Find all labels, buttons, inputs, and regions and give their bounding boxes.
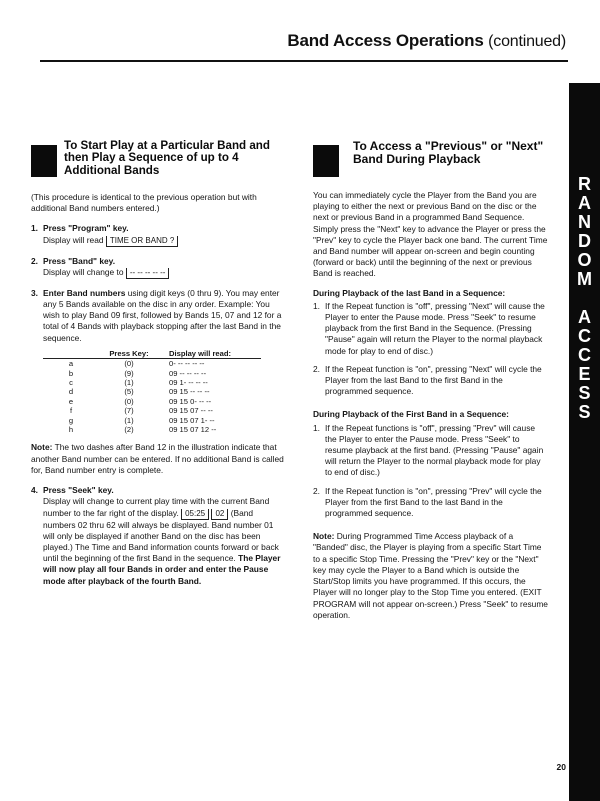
table-cell: 09 15 07 -- -- [169, 406, 213, 416]
table-cell: a [68, 359, 74, 369]
title-rule [40, 60, 568, 62]
list-item [313, 364, 548, 398]
note-text: During Programmed Time Access playback of a "Banded" disc, the Player is playing from a specific Start Time to a specific Stop Time. Pressing the "Prev" key or the "Next" key may cycle the Player to a Band which is outside the Start/Stop limits you have programmed. If this occurs, the Player will no longer play to the Stop Time you entered. (EXIT PROGRAM will not appear on-screen.) Press "Seek" to resume operation. [313, 531, 548, 620]
section-marker-box [313, 145, 339, 177]
step-body [43, 267, 286, 279]
note-text: The two dashes after Band 12 in the illustration indicate that another Band number can be entered. If no additional Band is called for, Band number entry is complete. [31, 442, 284, 475]
table-cell: 09 -- -- -- -- [169, 368, 207, 378]
table-cell: 09 15 07 12 -- [169, 425, 217, 435]
table-cell: (2) [124, 425, 134, 435]
step-body [43, 288, 286, 344]
list-item [313, 423, 548, 479]
table-row [43, 387, 261, 396]
step-2 [31, 256, 286, 279]
item-text: If the Repeat function is "on", pressing "Next" will cycle the Player from the last Band to the first Band in the programmed sequence. [325, 363, 542, 397]
table-row [43, 416, 261, 425]
side-tab-letter: A [578, 307, 591, 327]
item-number: 1. [313, 300, 320, 311]
side-tab-letter: M [577, 269, 592, 289]
table-header: Display will read: [159, 349, 261, 359]
step-text: Display will change to current play time with the current Band number to the far right of the display. [43, 496, 270, 518]
step-3 [31, 288, 286, 435]
list-item [313, 301, 548, 357]
side-tab-letter: A [578, 193, 591, 213]
page-number: 20 [556, 762, 566, 772]
section-marker-box [31, 145, 57, 177]
display-time-readout: 05:25 [181, 509, 209, 520]
section-header-start-play [31, 140, 286, 188]
page-title-main: Band Access Operations [287, 31, 484, 50]
table-cell: 09 1- -- -- -- [169, 378, 208, 388]
item-number: 2. [313, 485, 320, 496]
table-cell: g [68, 415, 74, 425]
table-row [43, 397, 261, 406]
step-number: 4. [31, 485, 38, 496]
table-cell: (9) [124, 368, 134, 378]
table-cell: (5) [124, 387, 134, 397]
step-text: using digit keys (0 thru 9). You may enter any 5 Bands available on the disc in any order. Example: You wish to play Band 09 first, followed by Bands 15, 07 and 12 for a total of 4 Bands with playback stopping after the last Band in the sequence. [43, 287, 282, 343]
table-cell: 09 15 -- -- -- [169, 387, 210, 397]
table-cell: (1) [124, 415, 134, 425]
item-number: 1. [313, 422, 320, 433]
item-text: If the Repeat functions is "off", pressing "Prev" will cause the Player to enter the Pause mode. Press "Seek" to resume playback at the first band. (Pressing "Pause" again will return the Player to the normal playback mode for play to end of disc.) [325, 422, 544, 478]
right-column [313, 140, 548, 621]
step-title: Enter Band numbers [43, 287, 126, 298]
table-cell: 0- -- -- -- -- [169, 359, 205, 369]
table-header: Press Key: [99, 349, 159, 359]
table-cell: (1) [124, 378, 134, 388]
side-tab [569, 83, 600, 801]
note-programmed-time [313, 531, 548, 621]
side-tab-letter: O [577, 250, 592, 270]
item-text: If the Repeat function is "off", pressing "Next" will cause the Player to enter the Pause mode. Press "Seek" to resume playback from the first Band in the Sequence. (Pressing "Pause" again will return the Player to the normal playback mode for play to end of disc.) [325, 300, 545, 356]
step-number: 2. [31, 255, 38, 266]
side-tab-letter: S [578, 402, 591, 422]
step-number: 1. [31, 223, 38, 234]
key-sequence-table [43, 349, 261, 435]
table-cell: d [68, 387, 74, 397]
item-number: 2. [313, 363, 320, 374]
section-title: To Start Play at a Particular Band and then Play a Sequence of up to 4 Additional Bands [64, 139, 270, 177]
step-4 [31, 485, 286, 587]
table-header-row [43, 349, 261, 359]
subheading-last-band: During Playback of the last Band in a Sequence: [313, 287, 506, 298]
side-tab-letter: N [578, 212, 591, 232]
display-band-readout: 02 [211, 509, 228, 520]
table-header [43, 349, 99, 359]
item-text: If the Repeat function is "on", pressing "Prev" will cycle the Player from the first Band to the last Band in the programmed sequence. [325, 485, 542, 519]
table-cell: e [68, 396, 74, 406]
step-title: Press "Seek" key. [43, 485, 114, 496]
note-label: Note: [313, 531, 335, 542]
table-cell: 09 15 0- -- -- [169, 396, 212, 406]
step-title: Press "Band" key. [43, 255, 116, 266]
side-tab-letter: S [578, 383, 591, 403]
side-tab-letter: R [578, 174, 591, 194]
step-emphasis: The Player will now play all four Bands in order and enter the Pause mode after playback of the fourth Band. [43, 553, 281, 586]
table-row [43, 359, 261, 369]
side-tab-letter: C [578, 326, 591, 346]
list-item [313, 486, 548, 520]
subheading-first-band: During Playback of the First Band in a Sequence: [313, 409, 509, 420]
table-cell: c [69, 378, 73, 388]
table-cell: (0) [124, 359, 134, 369]
step-text: Display will read [43, 234, 104, 245]
side-tab-letter: D [578, 231, 591, 251]
table-cell: f [69, 406, 73, 416]
table-cell: b [68, 368, 74, 378]
table-row [43, 406, 261, 415]
step-title: Press "Program" key. [43, 223, 129, 234]
side-tab-letter: E [578, 364, 591, 384]
page-title-suffix: (continued) [488, 33, 566, 50]
step-text: (Band numbers 02 thru 62 will always be displayed. Band number 01 will only be displayed if another Band on the disc has been played.) The Time and Band information counts forward or back until the beginning of the first Band in the sequence. [43, 507, 279, 564]
step-number: 3. [31, 287, 38, 298]
section-header-prev-next [313, 140, 548, 188]
table-row [43, 425, 261, 434]
section-title: To Access a "Previous" or "Next" Band During Playback [353, 139, 544, 166]
note-label: Note: [31, 442, 53, 453]
step-text: Display will change to [43, 266, 124, 277]
display-readout: -- -- -- -- -- [126, 268, 170, 279]
step-body [43, 496, 286, 586]
table-row [43, 369, 261, 378]
step-body [43, 235, 286, 247]
table-cell: (0) [124, 396, 134, 406]
table-cell: 09 15 07 1- -- [169, 415, 215, 425]
side-tab-letters [569, 175, 600, 422]
section-intro: (This procedure is identical to the previous operation but with additional Band numbers entered.) [31, 192, 257, 214]
side-tab-letter: C [578, 345, 591, 365]
side-tab-gap [569, 289, 600, 308]
page-title [287, 31, 566, 51]
table-cell: (7) [124, 406, 134, 416]
left-column [31, 140, 286, 587]
table-row [43, 378, 261, 387]
section-intro: You can immediately cycle the Player from the Band you are playing to either the next or previous Band on the disc or the next or previous Band in a programmed Band Sequence. Simply press the "Next" key to advance the Player or press the "Prev" key to cycle the Player back one band. The current Time and Band number will appear on-screen and begin counting (forward or back) until the beginning of the next or previous Band is reached. [313, 190, 548, 279]
step-1 [31, 223, 286, 246]
display-readout: TIME OR BAND ? [106, 236, 178, 247]
note-band-entry [31, 442, 286, 476]
table-cell: h [68, 425, 74, 435]
